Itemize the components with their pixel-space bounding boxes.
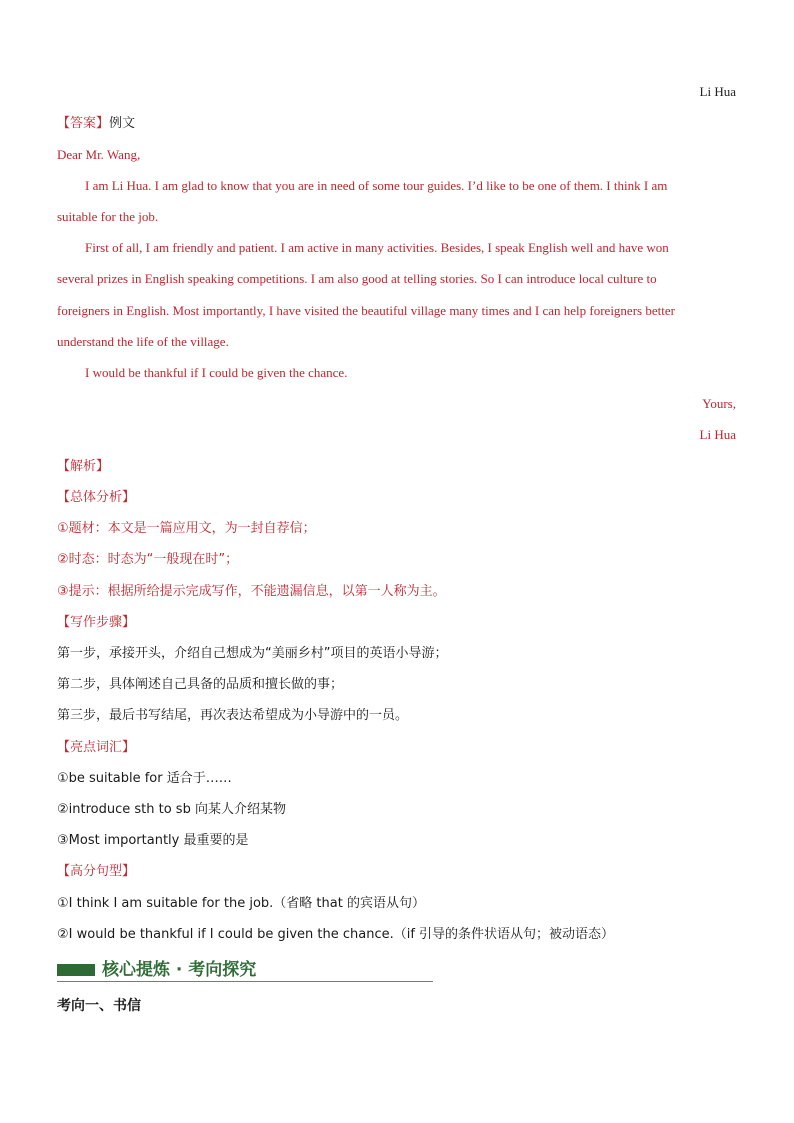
analysis-heading: 【解析】 [57, 459, 110, 474]
letter-salutation: Dear Mr. Wang, [57, 147, 141, 162]
vocab-item-2: ②introduce sth to sb 向某人介绍某物 [57, 802, 286, 817]
letter-paragraph-1-line-2: suitable for the job. [57, 209, 159, 224]
answer-text: 例文 [109, 116, 136, 131]
highlight-vocab-heading: 【亮点词汇】 [57, 740, 136, 755]
letter-signature: Li Hua [699, 427, 736, 442]
letter-paragraph-2-line-2: several prizes in English speaking competitions. I am also good at telling stories. So I can introduce local culture to [57, 271, 657, 286]
writing-step-2: 第二步，具体阐述自己具备的品质和擅长做的事； [57, 677, 344, 692]
letter-paragraph-2-line-1: First of all, I am friendly and patient. I am active in many activities. Besides, I speak English well and have won [85, 240, 669, 255]
section-header [57, 958, 433, 982]
letter-paragraph-2-line-3: foreigners in English. Most importantly, I have visited the beautiful village many times and I can help foreigners better [57, 303, 675, 318]
top-signature: Li Hua [699, 84, 736, 99]
sentence-patterns-heading: 【高分句型】 [57, 864, 136, 879]
sentence-item-2: ②I would be thankful if I could be given the chance.（if 引导的条件状语从句；被动语态） [57, 927, 615, 942]
section-underline [57, 981, 433, 982]
vocab-item-3: ③Most importantly 最重要的是 [57, 833, 249, 848]
writing-step-1: 第一步，承接开头，介绍自己想成为“美丽乡村”项目的英语小导游； [57, 646, 448, 661]
section-title: 核心提炼 · 考向探究 [102, 960, 257, 980]
overall-item-3: ③提示：根据所给提示完成写作，不能遗漏信息，以第一人称为主。 [57, 584, 446, 599]
answer-label: 【答案】 [57, 116, 110, 131]
section-bar-block [57, 964, 95, 976]
answer-heading [57, 115, 135, 133]
writing-step-3: 第三步，最后书写结尾，再次表达希望成为小导游中的一员。 [57, 708, 409, 723]
overall-item-2: ②时态：时态为“一般现在时”； [57, 552, 239, 567]
overall-item-1: ①题材：本文是一篇应用文，为一封自荐信； [57, 521, 316, 536]
letter-paragraph-2-line-4: understand the life of the village. [57, 334, 229, 349]
letter-closing: Yours, [702, 396, 736, 411]
writing-steps-heading: 【写作步骤】 [57, 615, 136, 630]
letter-paragraph-3-line-1: I would be thankful if I could be given the chance. [85, 365, 348, 380]
letter-paragraph-1-line-1: I am Li Hua. I am glad to know that you are in need of some tour guides. I’d like to be one of them. I think I am [85, 178, 668, 193]
overall-analysis-heading: 【总体分析】 [57, 490, 136, 505]
section-subtitle: 考向一、书信 [57, 998, 141, 1014]
sentence-item-1: ①I think I am suitable for the job.（省略 that 的宾语从句） [57, 896, 425, 911]
vocab-item-1: ①be suitable for 适合于…… [57, 771, 232, 786]
